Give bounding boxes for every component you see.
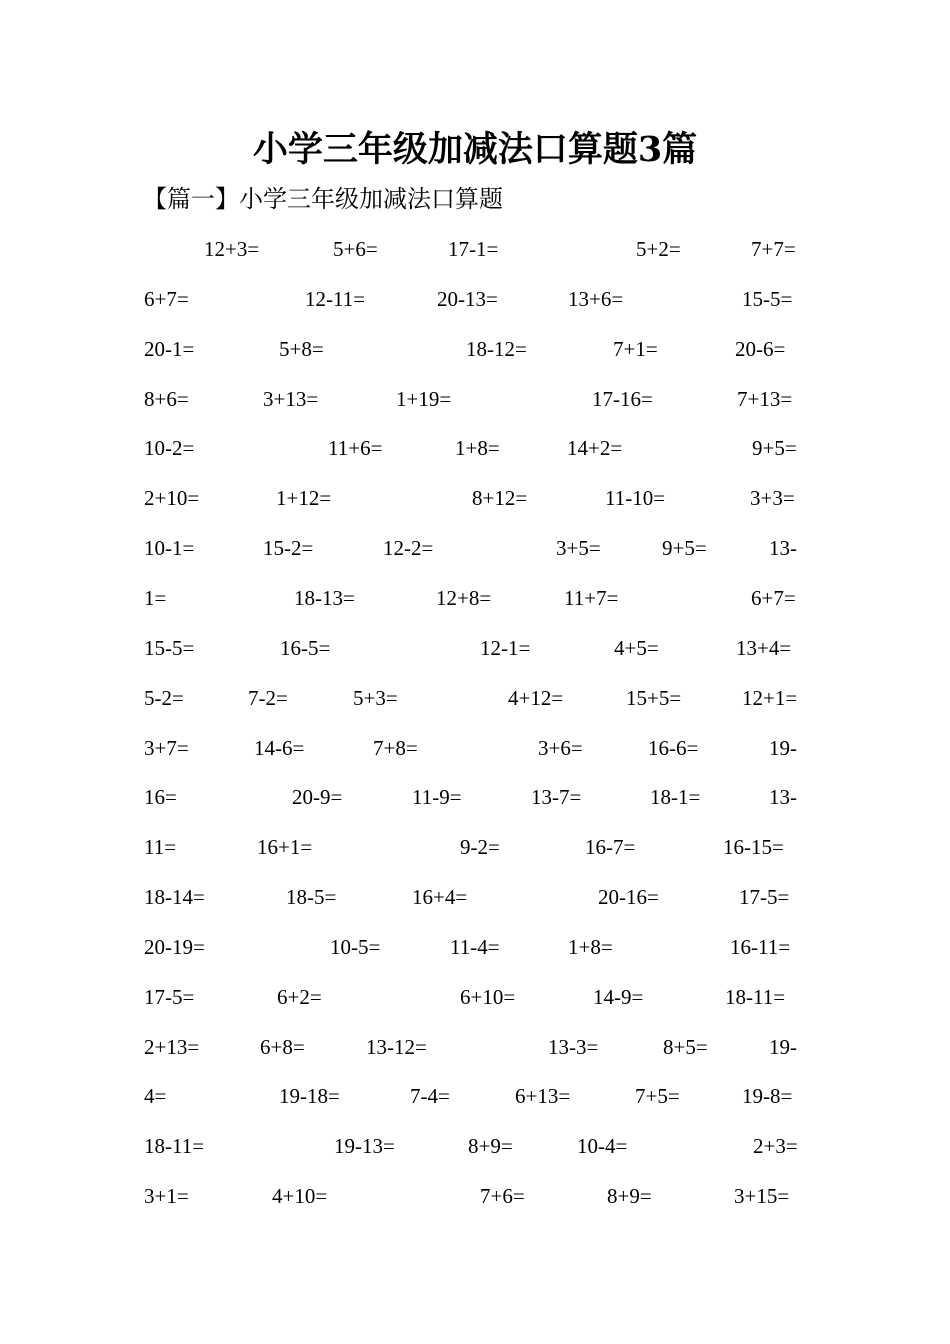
problem-row (0, 633, 950, 663)
math-problem: 17-5= (739, 885, 790, 910)
section-heading: 【篇一】小学三年级加减法口算题 (143, 185, 503, 213)
math-problem: 12+1= (742, 685, 798, 710)
math-problem: 18-11= (144, 1134, 205, 1159)
math-problem: 5+6= (333, 237, 378, 261)
math-problem: 12-11= (305, 286, 366, 311)
math-problem: 3+1= (144, 1184, 189, 1209)
problem-row (0, 782, 950, 812)
math-problem: 16-15= (723, 835, 784, 860)
math-problem: 7+1= (613, 336, 658, 361)
math-problem: 7+7= (751, 237, 796, 261)
math-problem: 18-1= (650, 785, 701, 810)
math-problem: 13-7= (531, 785, 582, 810)
math-problem: 5-2= (144, 685, 184, 710)
math-problem: 11+6= (328, 436, 383, 461)
math-problem: 15-2= (263, 536, 314, 561)
problem-row (0, 533, 950, 563)
math-problem: 5+8= (279, 336, 324, 361)
math-problem: 19- (769, 735, 797, 760)
math-problem: 13- (769, 536, 797, 561)
math-problem: 19- (769, 1034, 797, 1059)
problem-row (0, 932, 950, 962)
math-problem: 1+8= (568, 934, 613, 959)
math-problem: 16-11= (730, 934, 791, 959)
problem-row (0, 583, 950, 613)
math-problem: 1= (144, 585, 167, 610)
math-problem: 6+2= (277, 984, 322, 1009)
math-problem: 4+5= (614, 635, 659, 660)
problem-row (0, 1081, 950, 1111)
math-problem: 1+19= (396, 386, 452, 411)
math-problem: 11= (144, 835, 177, 860)
math-problem: 20-6= (735, 336, 786, 361)
math-problem: 19-18= (279, 1084, 340, 1109)
math-problem: 10-2= (144, 436, 195, 461)
math-problem: 18-12= (466, 336, 527, 361)
math-problem: 1+12= (276, 486, 332, 511)
math-problem: 7+8= (373, 735, 418, 760)
math-problem: 12+8= (436, 585, 492, 610)
math-problem: 18-11= (725, 984, 786, 1009)
math-problem: 11+7= (564, 585, 619, 610)
math-problem: 12+3= (204, 237, 260, 261)
math-problem: 16-7= (585, 835, 636, 860)
math-problem: 6+7= (144, 286, 189, 311)
math-problem: 4+12= (508, 685, 564, 710)
math-problem: 5+3= (353, 685, 398, 710)
math-problem: 4= (144, 1084, 167, 1109)
math-problem: 15+5= (626, 685, 682, 710)
math-problem: 11-9= (412, 785, 462, 810)
page-title: 小学三年级加减法口算题3篇 (252, 129, 698, 170)
math-problem: 10-4= (577, 1134, 628, 1159)
math-problem: 15-5= (742, 286, 793, 311)
math-problem: 2+10= (144, 486, 200, 511)
math-problem: 16+4= (412, 885, 468, 910)
math-problem: 20-1= (144, 336, 195, 361)
problem-row (0, 882, 950, 912)
math-problem: 12-2= (383, 536, 434, 561)
math-problem: 7+6= (480, 1184, 525, 1209)
math-problem: 20-16= (598, 885, 659, 910)
math-problem: 16+1= (257, 835, 313, 860)
math-problem: 17-16= (592, 386, 653, 411)
math-problem: 13+4= (736, 635, 792, 660)
math-problem: 19-13= (334, 1134, 395, 1159)
math-problem: 15-5= (144, 635, 195, 660)
math-problem: 3+13= (263, 386, 319, 411)
math-problem: 4+10= (272, 1184, 328, 1209)
math-problem: 16-5= (280, 635, 331, 660)
problem-row (0, 733, 950, 763)
math-problem: 3+6= (538, 735, 583, 760)
math-problem: 8+9= (468, 1134, 513, 1159)
problem-row (0, 234, 950, 264)
math-problem: 13-12= (366, 1034, 427, 1059)
math-problem: 20-13= (437, 286, 498, 311)
math-problem: 13-3= (548, 1034, 599, 1059)
math-problem: 11-10= (605, 486, 666, 511)
problem-row (0, 384, 950, 414)
math-problem: 3+5= (556, 536, 601, 561)
math-problem: 7+13= (737, 386, 793, 411)
math-problem: 3+15= (734, 1184, 790, 1209)
math-problem: 8+9= (607, 1184, 652, 1209)
math-problem: 16-6= (648, 735, 699, 760)
math-problem: 11-4= (450, 934, 500, 959)
math-problem: 3+3= (750, 486, 795, 511)
math-problem: 20-9= (292, 785, 343, 810)
math-problem: 9+5= (752, 436, 797, 461)
math-problem: 10-5= (330, 934, 381, 959)
math-problem: 8+12= (472, 486, 528, 511)
math-problem: 7+5= (635, 1084, 680, 1109)
math-problem: 9+5= (662, 536, 707, 561)
math-problem: 18-14= (144, 885, 205, 910)
problem-row (0, 982, 950, 1012)
math-problem: 7-2= (248, 685, 288, 710)
problem-row (0, 1032, 950, 1062)
math-problem: 8+6= (144, 386, 189, 411)
math-problem: 5+2= (636, 237, 681, 261)
math-problem: 6+8= (260, 1034, 305, 1059)
math-problem: 2+3= (753, 1134, 798, 1159)
math-problem: 14-6= (254, 735, 305, 760)
math-problem: 7-4= (410, 1084, 450, 1109)
problem-row (0, 284, 950, 314)
math-problem: 6+13= (515, 1084, 571, 1109)
problem-row (0, 832, 950, 862)
math-problem: 18-5= (286, 885, 337, 910)
problem-row (0, 1181, 950, 1211)
math-problem: 17-5= (144, 984, 195, 1009)
problem-row (0, 483, 950, 513)
math-problem: 2+13= (144, 1034, 200, 1059)
math-problem: 18-13= (294, 585, 355, 610)
math-problem: 20-19= (144, 934, 205, 959)
math-problem: 3+7= (144, 735, 189, 760)
math-problem: 16= (144, 785, 177, 810)
problem-row (0, 433, 950, 463)
math-problem: 10-1= (144, 536, 195, 561)
math-problem: 6+10= (460, 984, 516, 1009)
math-problem: 12-1= (480, 635, 531, 660)
math-problem: 17-1= (448, 237, 499, 261)
math-problem: 13- (769, 785, 797, 810)
math-problem: 8+5= (663, 1034, 708, 1059)
math-problem: 19-8= (742, 1084, 793, 1109)
problem-row (0, 683, 950, 713)
problem-row (0, 334, 950, 364)
math-problem: 14+2= (567, 436, 623, 461)
math-problem: 13+6= (568, 286, 624, 311)
problem-row (0, 1131, 950, 1161)
math-problem: 14-9= (593, 984, 644, 1009)
math-problem: 6+7= (751, 585, 796, 610)
math-problem: 9-2= (460, 835, 500, 860)
math-problem: 1+8= (455, 436, 500, 461)
